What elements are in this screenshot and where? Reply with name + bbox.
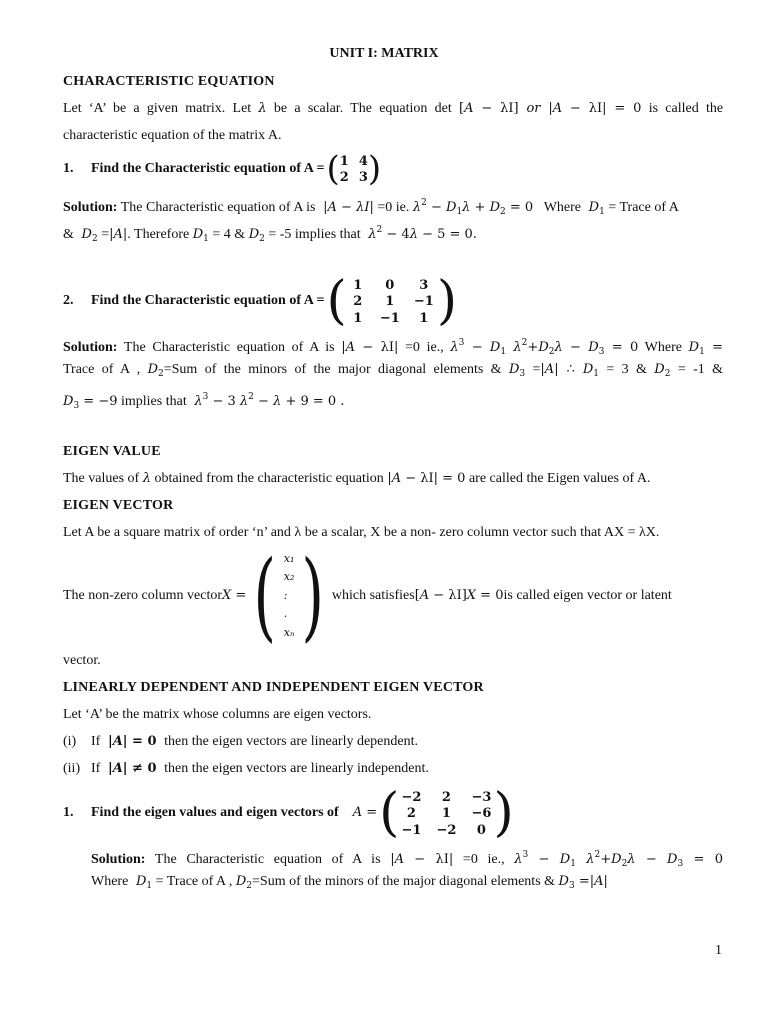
definition-text: obtained from the characteristic equation	[154, 471, 384, 486]
section-heading-eigen-vector: EIGEN VECTOR	[63, 498, 174, 513]
intro-text-b: be a scalar. The equation det	[273, 101, 452, 116]
vector-entry: x₁	[283, 552, 295, 565]
q2-solution-line1: Solution: The Characteristic equation of A is |A − λI| =0 ie., $\lambda^3 - D_1$ $\lambda^2+D_2\lambda - D_3 = 0$ Where $D_1$ =	[63, 338, 724, 357]
solution-text: =0 ie.	[377, 200, 410, 215]
solution-text: Where	[91, 874, 129, 889]
q2-solution-line3: $D_3 = -9$ implies that $\lambda^3 - 3$ $\lambda^2 - \lambda + 9 = 0$ .	[63, 392, 345, 411]
definition-text: is called eigen vector or latent	[503, 588, 672, 603]
matrix-cell: 1	[353, 310, 363, 326]
matrix-cell: 1	[419, 310, 429, 326]
matrix-cell: −1	[413, 294, 434, 310]
page-title: UNIT I: MATRIX	[329, 46, 439, 61]
matrix-cell: 0	[385, 278, 395, 293]
matrix-cell: −2	[401, 790, 422, 805]
solution-label: Solution:	[91, 852, 146, 867]
matrix-cell: −6	[471, 806, 492, 822]
solution-text: . Therefore	[127, 227, 190, 242]
solution-text: =	[101, 227, 110, 242]
question-text: Find the eigen values and eigen vectors of	[91, 805, 339, 820]
item-text: If	[91, 734, 101, 749]
matrix-cell: 2	[441, 790, 451, 805]
solution-text: = Trace of A	[608, 200, 679, 215]
eigen-vector-line2: The non-zero column vector X = ( x₁ x₂ : . xₙ ) which satisfies [A − λI]X = 0 is called eigen vector or latent	[63, 540, 672, 652]
question-number: 1.	[63, 805, 74, 820]
item-number: (ii)	[63, 761, 81, 776]
intro-text-a: Let ‘A’ be a given matrix. Let	[63, 101, 252, 116]
question-number: 1.	[63, 161, 74, 176]
solution-text: =Sum of the minors of the major diagonal elements &	[163, 362, 502, 377]
matrix-cell: 1	[385, 294, 395, 310]
question-number: 2.	[63, 293, 74, 308]
solution-text: = -5 implies that	[268, 227, 361, 242]
matrix-cell: 2	[406, 806, 416, 822]
item-text: then the eigen vectors are linearly dependent.	[164, 734, 418, 749]
question-3: 1. Find the eigen values and eigen vectors of A = ( −2 2 −3 2 1 −6 −1 −2 0 )	[63, 783, 514, 843]
vector-entry: :	[283, 588, 288, 602]
eigen-vector-line3: vector.	[63, 653, 101, 668]
section-heading-eigen-value: EIGEN VALUE	[63, 444, 161, 459]
question-text: Find the Characteristic equation of A =	[91, 293, 325, 308]
solution-text: The Characteristic equation of A is	[154, 852, 381, 867]
section-heading-characteristic-equation: CHARACTERISTIC EQUATION	[63, 74, 275, 89]
linear-item-1: (i) If |A| = 0 then the eigen vectors are linearly dependent.	[63, 732, 723, 752]
question-2	[63, 271, 723, 331]
solution-text: Where	[543, 200, 582, 215]
item-number: (i)	[63, 734, 77, 749]
solution-label: Solution:	[63, 200, 118, 215]
matrix-cell: 4	[358, 154, 368, 169]
matrix-cell: 0	[476, 822, 486, 838]
solution-text: = 3 &	[606, 362, 647, 377]
definition-text: The values of	[63, 471, 140, 486]
matrix-cell: 1	[353, 278, 363, 293]
solution-text: =Sum of the minors of the major diagonal elements &	[252, 874, 556, 889]
solution-text: Where	[644, 340, 682, 355]
vector-entry: .	[283, 607, 288, 621]
characteristic-intro-line1: Let ‘A’ be a given matrix. Let λ be a scalar. The equation det [A − λI] or |A − λI| = 0 is called the	[63, 101, 724, 116]
solution-text: =0 ie.,	[462, 852, 505, 867]
solution-text: implies that	[121, 394, 187, 409]
linear-item-2: (ii) If |A| ≠ 0 then the eigen vectors are linearly independent.	[63, 759, 723, 779]
matrix-3x3: ( −2 2 −3 2 1 −6 −1 −2 0 )	[379, 783, 514, 843]
eigen-value-definition: The values of λ obtained from the characteristic equation |A − λI| = 0 are called the Eigen values of A.	[63, 471, 651, 486]
section-heading-linear-dependence: LINEARLY DEPENDENT AND INDEPENDENT EIGEN VECTOR	[63, 680, 484, 695]
question-1	[63, 151, 723, 187]
solution-text: The Characteristic equation of A is	[120, 200, 316, 215]
linear-intro: Let ‘A’ be the matrix whose columns are eigen vectors.	[63, 707, 372, 722]
intro-text-c: is called the	[648, 101, 724, 116]
column-vector: ( x₁ x₂ : . xₙ )	[253, 540, 325, 652]
definition-text: which satisfies	[331, 588, 415, 603]
matrix-cell: 1	[339, 154, 349, 169]
matrix-cell: 3	[419, 278, 429, 293]
q3-solution-line2: Where $D_1$ = Trace of A , $D_2=Sum$ of the minors of the major diagonal elements & $D_3 =|A|$	[91, 874, 608, 891]
solution-label: Solution:	[63, 340, 118, 355]
matrix-2x2: ( 1 4 2 3 )	[326, 149, 382, 189]
item-text: then the eigen vectors are linearly independent.	[164, 761, 429, 776]
solution-text: =0 ie.,	[405, 340, 444, 355]
matrix-cell: −1	[379, 310, 400, 326]
matrix-cell: −3	[471, 790, 492, 805]
solution-text: = 4 &	[212, 227, 246, 242]
matrix-cell: 1	[441, 806, 451, 822]
eigen-vector-line1: Let A be a square matrix of order ‘n’ and λ be a scalar, X be a non- zero column vector such that AX = λX.	[63, 525, 660, 540]
solution-text: = -1 &	[677, 362, 724, 377]
matrix-cell: −2	[436, 822, 457, 838]
solution-text: =	[532, 362, 541, 377]
vector-entry: xₙ	[283, 625, 295, 639]
definition-text: The non-zero column vector	[63, 588, 222, 603]
item-text: If	[91, 761, 101, 776]
definition-text: are called the Eigen values of A.	[468, 471, 651, 486]
matrix-3x3: ( 1 0 3 2 1 −1 1 −1 1 )	[326, 271, 458, 331]
solution-text: Trace of A ,	[63, 362, 141, 377]
matrix-cell: −1	[401, 822, 422, 838]
q1-solution-line2: & $D_2 =|A|$. Therefore $D_1 = 4$ & $D_2 = -5$ implies that $\lambda^2 - 4\lambda - 5 = 0$.	[63, 225, 477, 244]
matrix-cell: 2	[339, 170, 349, 185]
matrix-cell: 2	[353, 294, 363, 310]
characteristic-intro-line2: characteristic equation of the matrix A.	[63, 128, 282, 143]
solution-text: The Characteristic equation of A is	[123, 340, 335, 355]
page-number: 1	[715, 943, 722, 958]
solution-text: = Trace of A ,	[155, 874, 233, 889]
matrix-cell: 3	[358, 170, 368, 185]
question-text: Find the Characteristic equation of A =	[91, 161, 325, 176]
vector-entry: x₂	[283, 570, 295, 584]
q3-solution-line1: Solution: The Characteristic equation of A is |A − λI| =0 ie., $\lambda^3 - D_1$ $\lambda^2+D_2\lambda - D_3 = 0$	[91, 850, 723, 869]
q2-solution-line2: Trace of A , $D_2=Sum$ of the minors of the major diagonal elements & $D_3 =|A|$ ∴ $D_1 = 3$ & $D_2 = -1$ &	[63, 362, 724, 379]
q1-solution-line1: Solution: The Characteristic equation of A is |A − λI| =0 ie. $\lambda^2 - D_1\lambda + D_2 = 0$ Where $D_1$ = Trace of A	[63, 198, 679, 217]
